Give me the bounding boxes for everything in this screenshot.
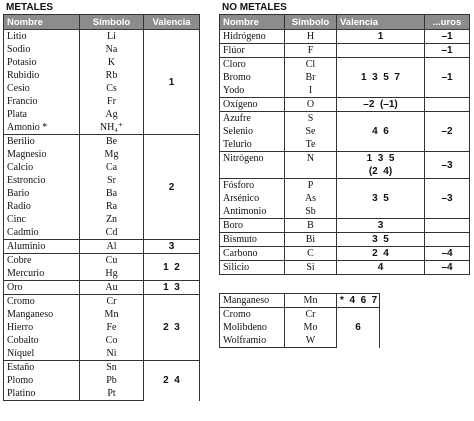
element-symbol: Mn [80, 308, 144, 321]
element-symbol: W [285, 334, 337, 348]
element-name: Manganeso [4, 308, 80, 321]
table-row [4, 30, 200, 44]
table-row [4, 361, 200, 375]
table-row [220, 179, 470, 193]
element-name: Litio [4, 30, 80, 44]
table-row [220, 98, 470, 112]
element-symbol: Hg [80, 267, 144, 281]
uros-cell: –1 [425, 44, 470, 58]
element-symbol: P [285, 179, 337, 193]
element-symbol: Na [80, 43, 144, 56]
table-row [220, 308, 380, 322]
element-symbol: Sn [80, 361, 144, 375]
element-name: Cinc [4, 213, 80, 226]
table-row [220, 294, 380, 308]
element-symbol: Ba [80, 187, 144, 200]
valencia-cell: 1 3 5 (2 4) [337, 152, 425, 179]
element-symbol: Mg [80, 148, 144, 161]
header-nombre: Nombre [4, 15, 80, 30]
element-name: Cadmio [4, 226, 80, 240]
table-row [4, 295, 200, 309]
valencia-cell: 3 [337, 219, 425, 233]
element-symbol: Se [285, 125, 337, 138]
table-row [220, 44, 470, 58]
element-symbol: Li [80, 30, 144, 44]
table-row [220, 219, 470, 233]
element-name: Estaño [4, 361, 80, 375]
table-row [220, 58, 470, 72]
header-uros: ...uros [425, 15, 470, 30]
element-name: Wolframio [220, 334, 285, 348]
element-name: Arsénico [220, 192, 285, 205]
element-name: Hidrógeno [220, 30, 285, 44]
element-name: Plata [4, 108, 80, 121]
table-row [4, 240, 200, 254]
element-name: Nitrógeno [220, 152, 285, 166]
element-symbol: Cr [285, 308, 337, 322]
element-name: Silicio [220, 261, 285, 275]
valencia-cell: 4 6 [337, 112, 425, 152]
no-metales-table [219, 14, 470, 275]
table-row [4, 254, 200, 268]
element-symbol: Be [80, 135, 144, 149]
element-symbol: B [285, 219, 337, 233]
element-name: Cobre [4, 254, 80, 268]
element-name: Bismuto [220, 233, 285, 247]
valencia-cell: 3 5 [337, 233, 425, 247]
element-symbol [285, 165, 337, 179]
element-symbol: Te [285, 138, 337, 152]
element-name: Bario [4, 187, 80, 200]
element-symbol: Cu [80, 254, 144, 268]
element-symbol: Zn [80, 213, 144, 226]
element-name: Cromo [4, 295, 80, 309]
element-symbol: C [285, 247, 337, 261]
uros-cell: –2 [425, 112, 470, 152]
element-symbol: Pt [80, 387, 144, 401]
header-valencia: Valencia [337, 15, 425, 30]
transicion-table [219, 293, 380, 348]
valencia-cell: 2 4 [337, 247, 425, 261]
element-name: Yodo [220, 84, 285, 98]
table-row [220, 247, 470, 261]
element-name: Berilio [4, 135, 80, 149]
metales-title: METALES [6, 2, 54, 13]
table-row [220, 261, 470, 275]
valencia-cell: 1 3 5 7 [337, 58, 425, 98]
valencia-cell: –2 (–1) [337, 98, 425, 112]
element-symbol: NH₄⁺ [80, 121, 144, 135]
element-symbol: Si [285, 261, 337, 275]
element-name: Hierro [4, 321, 80, 334]
valencia-cell: 2 3 [144, 295, 200, 361]
element-symbol: H [285, 30, 337, 44]
header-nombre: Nombre [220, 15, 285, 30]
element-name: Selenio [220, 125, 285, 138]
element-name: Plomo [4, 374, 80, 387]
uros-cell: –3 [425, 179, 470, 219]
element-symbol: Ca [80, 161, 144, 174]
valencia-cell: 3 5 [337, 179, 425, 219]
metales-table [3, 14, 200, 401]
element-name: Magnesio [4, 148, 80, 161]
table-row [220, 30, 470, 44]
element-name: Flúor [220, 44, 285, 58]
valencia-cell: 4 [337, 261, 425, 275]
element-name: Radio [4, 200, 80, 213]
element-name: Sodio [4, 43, 80, 56]
element-name: Manganeso [220, 294, 285, 308]
element-name: Francio [4, 95, 80, 108]
element-symbol: O [285, 98, 337, 112]
element-name: Platino [4, 387, 80, 401]
element-name: Cromo [220, 308, 285, 322]
element-name: Rubidio [4, 69, 80, 82]
element-symbol: Sb [285, 205, 337, 219]
element-symbol: Cl [285, 58, 337, 72]
element-symbol: N [285, 152, 337, 166]
element-name [220, 165, 285, 179]
element-name: Amonio * [4, 121, 80, 135]
element-name: Boro [220, 219, 285, 233]
element-symbol: Ra [80, 200, 144, 213]
element-name: Níquel [4, 347, 80, 361]
element-name: Telurio [220, 138, 285, 152]
metales-header-row [4, 15, 200, 30]
table-row [220, 233, 470, 247]
table-row [220, 152, 470, 166]
uros-cell [425, 233, 470, 247]
element-symbol: I [285, 84, 337, 98]
element-symbol: Al [80, 240, 144, 254]
element-symbol: Sr [80, 174, 144, 187]
valencia-cell: 1 [144, 30, 200, 135]
element-name: Cobalto [4, 334, 80, 347]
element-symbol: Rb [80, 69, 144, 82]
uros-cell [425, 98, 470, 112]
element-name: Carbono [220, 247, 285, 261]
table-row [4, 281, 200, 295]
element-name: Azufre [220, 112, 285, 126]
element-symbol: Fr [80, 95, 144, 108]
element-name: Molibdeno [220, 321, 285, 334]
element-name: Calcio [4, 161, 80, 174]
element-symbol: Mo [285, 321, 337, 334]
uros-cell: –3 [425, 152, 470, 179]
element-name: Cloro [220, 58, 285, 72]
table-row [4, 135, 200, 149]
element-symbol: Cr [80, 295, 144, 309]
element-symbol: S [285, 112, 337, 126]
valencia-cell: 1 3 [144, 281, 200, 295]
valencia-cell: 1 2 [144, 254, 200, 281]
element-symbol: Cs [80, 82, 144, 95]
element-name: Potasio [4, 56, 80, 69]
element-symbol: Co [80, 334, 144, 347]
valencia-cell: * 4 6 7 [337, 294, 380, 308]
no-metales-header-row [220, 15, 470, 30]
element-symbol: Br [285, 71, 337, 84]
element-name: Antimonio [220, 205, 285, 219]
element-symbol: Ag [80, 108, 144, 121]
uros-cell: –4 [425, 261, 470, 275]
element-symbol: Mn [285, 294, 337, 308]
element-symbol: Ni [80, 347, 144, 361]
element-name: Oro [4, 281, 80, 295]
header-valencia: Valencia [144, 15, 200, 30]
element-name: Cesio [4, 82, 80, 95]
uros-cell [425, 219, 470, 233]
no-metales-title: NO METALES [222, 2, 287, 13]
element-symbol: Au [80, 281, 144, 295]
element-symbol: Fe [80, 321, 144, 334]
header-simbolo: Símbolo [80, 15, 144, 30]
valencia-cell: 6 [337, 308, 380, 348]
header-simbolo: Símbolo [285, 15, 337, 30]
table-row [220, 112, 470, 126]
uros-cell: –4 [425, 247, 470, 261]
element-symbol: As [285, 192, 337, 205]
valencia-cell: 2 [144, 135, 200, 240]
uros-cell: –1 [425, 30, 470, 44]
element-name: Fósforo [220, 179, 285, 193]
element-symbol: K [80, 56, 144, 69]
element-name: Mercurio [4, 267, 80, 281]
element-symbol: Pb [80, 374, 144, 387]
element-name: Aluminio [4, 240, 80, 254]
valencia-cell: 3 [144, 240, 200, 254]
valencia-cell [337, 44, 425, 58]
element-name: Bromo [220, 71, 285, 84]
element-name: Oxígeno [220, 98, 285, 112]
element-symbol: Cd [80, 226, 144, 240]
valencia-cell: 2 4 [144, 361, 200, 401]
valencia-cell: 1 [337, 30, 425, 44]
element-symbol: Bi [285, 233, 337, 247]
element-name: Estroncio [4, 174, 80, 187]
element-symbol: F [285, 44, 337, 58]
uros-cell: –1 [425, 58, 470, 98]
